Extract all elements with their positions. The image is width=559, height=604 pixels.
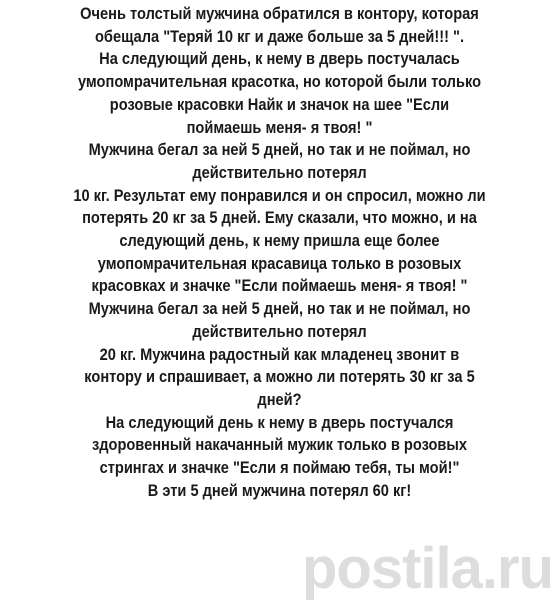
text-line: На следующий день к нему в дверь постучался bbox=[105, 412, 454, 432]
text-line: 10 кг. Результат ему понравился и он спросил, можно ли bbox=[73, 185, 486, 205]
text-line: действительно потерял bbox=[192, 162, 367, 182]
text-line: потерять 20 кг за 5 дней. Ему сказали, что можно, и на bbox=[82, 208, 477, 228]
text-line: В эти 5 дней мужчина потерял 60 кг! bbox=[147, 480, 412, 500]
text-line: 20 кг. Мужчина радостный как младенец звонит в bbox=[99, 344, 460, 364]
text-line: красовках и значке "Если поймаешь меня- я твоя! " bbox=[91, 276, 468, 296]
text-line: действительно потерял bbox=[192, 321, 367, 341]
joke-text bbox=[0, 3, 559, 502]
text-line: стрингах и значке "Если я поймаю тебя, ты мой!" bbox=[99, 458, 460, 478]
text-line: здоровенный накачанный мужик только в розовых bbox=[91, 435, 468, 455]
text-line: умопомрачительная красотка, но которой были только bbox=[77, 72, 482, 92]
postila-watermark: postila.ru bbox=[301, 536, 553, 601]
text-line: дней? bbox=[257, 389, 302, 409]
text-line: поймаешь меня- я твоя! " bbox=[186, 117, 373, 137]
text-line: Мужчина бегал за ней 5 дней, но так и не поймал, но bbox=[88, 140, 471, 160]
text-line: Мужчина бегал за ней 5 дней, но так и не поймал, но bbox=[88, 299, 471, 319]
text-line: контору и спрашивает, а можно ли потерять 30 кг за 5 bbox=[84, 367, 475, 387]
text-line: умопомрачительная красавица только в розовых bbox=[97, 253, 462, 273]
text-line: следующий день, к нему пришла еще более bbox=[119, 231, 440, 251]
text-line: Очень толстый мужчина обратился в контору, которая bbox=[80, 4, 479, 23]
text-line: На следующий день, к нему в дверь постучалась bbox=[99, 49, 460, 69]
text-line: розовые красовки Найк и значок на шее "Если bbox=[109, 94, 450, 114]
text-line: обещала "Теряй 10 кг и даже больше за 5 дней!!! ". bbox=[94, 26, 465, 46]
